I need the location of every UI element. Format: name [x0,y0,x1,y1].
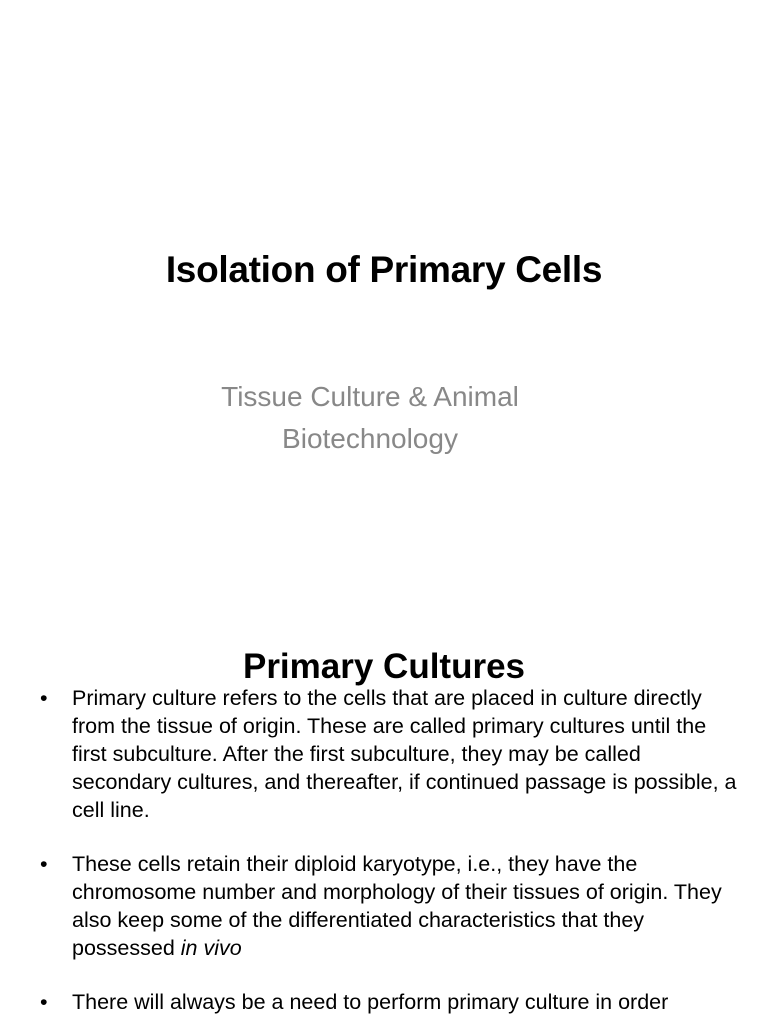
primary-cultures-slide [0,576,768,1024]
slide-title: Isolation of Primary Cells [165,248,603,290]
bullet-icon: • [40,686,48,710]
bullet-item-1 [40,684,740,824]
subtitle-line-1: Tissue Culture & Animal [221,381,519,412]
slide-subtitle [150,376,590,460]
section-heading: Primary Cultures [242,647,526,687]
bullet-icon: • [40,990,48,1014]
subtitle-line-2: Biotechnology [282,423,458,454]
bullet-icon: • [40,852,48,876]
bullet-text: There will always be a need to perform primary culture in order [72,990,669,1014]
bullet-item-2 [40,850,740,962]
bullet-list [40,684,740,1024]
bullet-text: These cells retain their diploid karyotype, i.e., they have the chromosome number and morphology of their tissues of origin. They also keep some of the differentiated characteristics that they possessed [72,852,722,960]
bullet-item-3 [40,988,740,1016]
bullet-text: Primary culture refers to the cells that are placed in culture directly from the tissue of origin. These are called primary cultures until the first subculture. After the first subculture, they may be called secondary cultures, and thereafter, if continued passage is possible, a cell line. [72,686,737,822]
bullet-italic-text: in vivo [180,936,242,960]
